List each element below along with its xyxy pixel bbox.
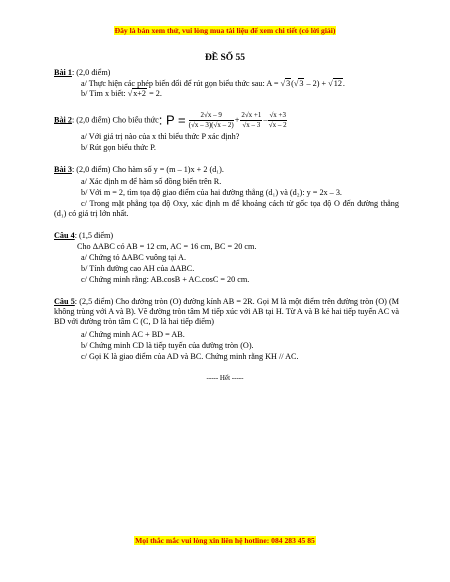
end-marker: ----- Hết ----- bbox=[206, 374, 244, 382]
bai1-points: : (2,0 điểm) bbox=[71, 68, 111, 77]
bottom-banner-text: Mọi thắc mắc vui lòng xin liên hệ hotline: 084 283 45 85 bbox=[135, 536, 315, 545]
bai1-part-b: b/ Tìm x biết: √x+2 = 2. bbox=[81, 89, 162, 98]
bai3-part-c: c/ Trong mặt phẳng tọa độ Oxy, xác định m để khoảng cách từ gốc tọa độ O đến đường thẳng (d₁) có giá trị lớn nhất. bbox=[54, 199, 399, 218]
bai4-part-b: b/ Tính đường cao AH của ΔABC. bbox=[81, 264, 195, 273]
bai2-points: : (2,0 điểm) Cho biểu thức bbox=[71, 115, 159, 125]
bai1-a-radicand1: 3 bbox=[286, 79, 291, 88]
bai5-part-b: b/ Chứng minh CD là tiếp tuyến của đường tròn (O). bbox=[81, 341, 254, 350]
bai5-text bbox=[54, 297, 399, 327]
bai2-f1-numerator: 2√x – 9 bbox=[189, 111, 234, 121]
bai4-points: : (1,5 điểm) bbox=[74, 231, 114, 240]
bai1-b-radicand: x+2 bbox=[133, 89, 147, 98]
bai4-part-a: a/ Chứng tỏ ΔABC vuông tại A. bbox=[81, 253, 186, 262]
bai5-part-c: c/ Gọi K là giao điểm của AD và BC. Chứng minh rằng KH // AC. bbox=[81, 352, 299, 361]
bai2-plus: + bbox=[234, 115, 240, 125]
bottom-hotline-banner bbox=[0, 536, 450, 545]
bai2-fraction-3 bbox=[268, 111, 287, 130]
bai5-label: Câu 5 bbox=[54, 297, 75, 306]
bai1-part-a: a/ Thực hiện các phép biến đổi để rút gọn biểu thức sau: A = √3(√3 – 2) + √12. bbox=[81, 79, 345, 88]
bai3-label: Bài 3 bbox=[54, 165, 72, 174]
bai1-a-tail: – 2) + bbox=[304, 79, 329, 88]
bai5-body: : (2,5 điểm) Cho đường tròn (O) đường kính AB = 2R. Gọi M là một điểm trên đường tròn (O) (M không trùng với A và B). Vẽ đường tròn tâm M tiếp xúc với AB tại H. Từ A và B kẻ hai tiếp tuyến AC và BD với đường tròn tâm C (C, D là hai tiếp điểm) bbox=[54, 297, 399, 326]
bai4-part-c: c/ Chứng minh rằng: AB.cosB + AC.cosC = 20 cm. bbox=[81, 275, 250, 284]
bai2-header bbox=[54, 111, 288, 130]
bai2-P: : P = bbox=[158, 112, 186, 128]
top-preview-banner bbox=[0, 26, 450, 35]
bai3-part-b: b/ Với m = 2, tìm tọa độ giao điểm của hai đường thẳng (d₁) và (d₂): y = 2x – 3. bbox=[81, 188, 342, 197]
bai5-part-a: a/ Chứng minh AC + BD = AB. bbox=[81, 330, 185, 339]
bai2-label: Bài 2 bbox=[54, 115, 72, 125]
bai1-b-text: b/ Tìm x biết: bbox=[81, 89, 128, 98]
bai2-part-a: a/ Với giá trị nào của x thì biểu thức P xác định? bbox=[81, 132, 240, 141]
bai2-fraction-2 bbox=[240, 111, 262, 130]
bai1-a-radicand2: 3 bbox=[299, 79, 304, 88]
bai2-part-b: b/ Rút gọn biểu thức P. bbox=[81, 143, 156, 152]
bai2-f2-numerator: 2√x +1 bbox=[241, 111, 262, 119]
bai3-points: : (2,0 điểm) Cho hàm số y = (m – 1)x + 2 (d₁). bbox=[71, 165, 224, 174]
bai1-a-end: . bbox=[342, 79, 345, 88]
bai2-minus: – bbox=[263, 115, 268, 125]
bai1-label: Bài 1 bbox=[54, 68, 72, 77]
bai1-a-paren: ( bbox=[291, 79, 294, 88]
bai2-fraction-1 bbox=[189, 111, 234, 130]
bai2-f3-numerator: √x +3 bbox=[269, 111, 286, 119]
bai2-f2-denominator: √x – 3 bbox=[242, 121, 261, 129]
bai1-header bbox=[54, 68, 110, 78]
bai2-f1-denominator: (√x – 3)(√x – 2) bbox=[188, 121, 234, 129]
exam-title: ĐỀ SỐ 55 bbox=[204, 53, 246, 63]
bai3-part-a: a/ Xác định m để hàm số đồng biến trên R. bbox=[81, 177, 222, 186]
bai1-a-radicand3: 12 bbox=[333, 79, 342, 88]
bai1-a-text: a/ Thực hiện các phép biến đổi để rút gọn biểu thức sau: A = bbox=[81, 79, 281, 88]
bai2-f3-denominator: √x – 2 bbox=[268, 121, 287, 129]
bai4-label: Câu 4 bbox=[54, 231, 75, 240]
bai4-header bbox=[54, 231, 113, 241]
bai1-b-end: = 2. bbox=[147, 89, 162, 98]
top-banner-text: Đây là bản xem thử, vui lòng mua tài liệu để xem chi tiết (có lời giải) bbox=[114, 26, 336, 35]
bai3-header bbox=[54, 165, 224, 175]
bai4-intro: Cho ΔABC có AB = 12 cm, AC = 16 cm, BC = 20 cm. bbox=[77, 242, 257, 251]
